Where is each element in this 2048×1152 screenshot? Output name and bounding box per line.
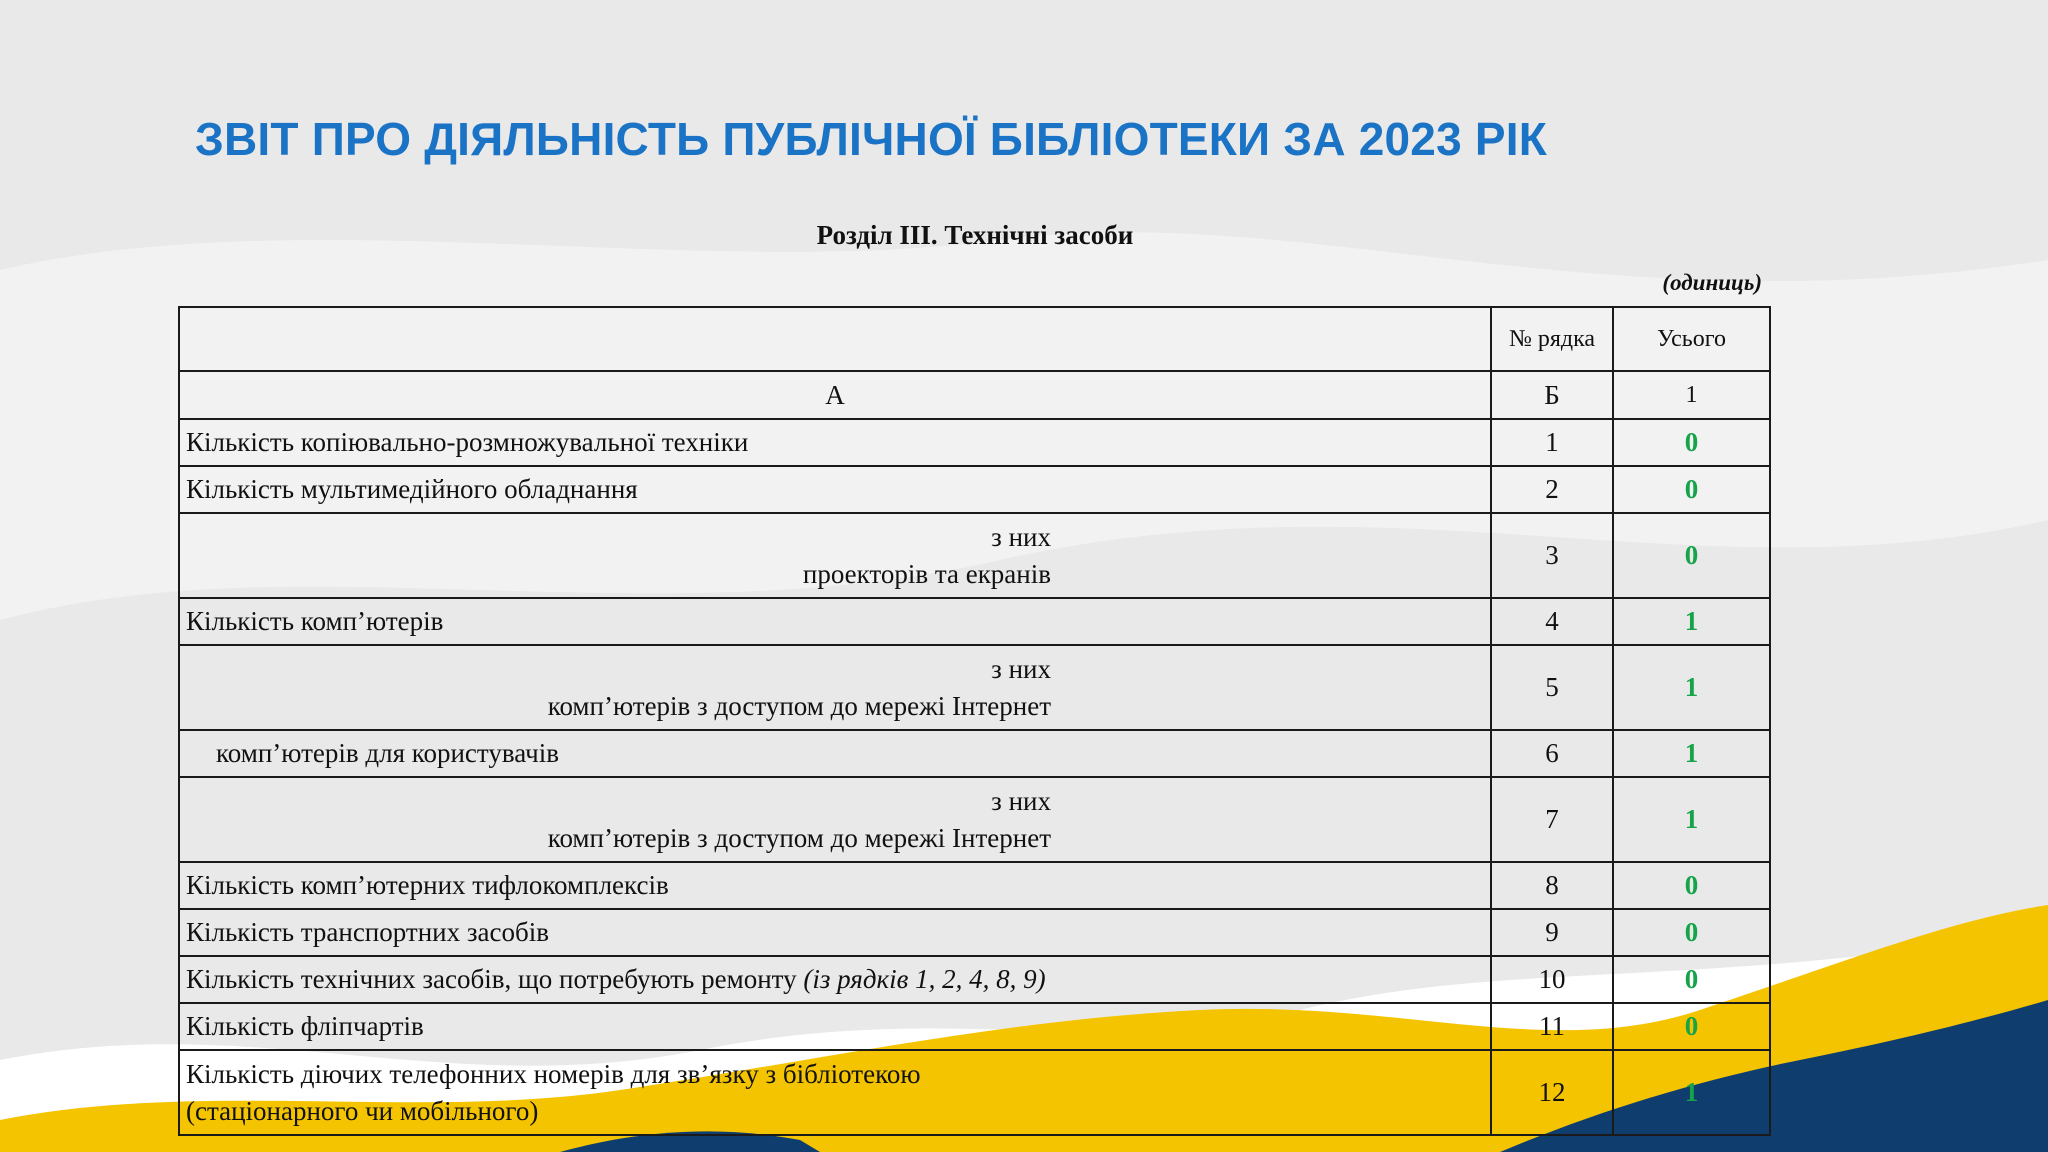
row-number-header: № рядка xyxy=(1491,307,1613,371)
table-row xyxy=(179,419,1770,466)
row-total: 1 xyxy=(1613,598,1770,645)
row-name: Кількість фліпчартів xyxy=(179,1003,1491,1050)
row-number: 11 xyxy=(1491,1003,1613,1050)
row-number: 8 xyxy=(1491,862,1613,909)
row-number: 6 xyxy=(1491,730,1613,777)
row-name xyxy=(179,513,1491,598)
page-title: ЗВІТ ПРО ДІЯЛЬНІСТЬ ПУБЛІЧНОЇ БІБЛІОТЕКИ ЗА 2023 РІК xyxy=(195,113,1547,165)
row-name: Кількість комп’ютерних тифлокомплексів xyxy=(179,862,1491,909)
row-number: 2 xyxy=(1491,466,1613,513)
table-row xyxy=(179,730,1770,777)
row-total: 0 xyxy=(1613,513,1770,598)
name-header xyxy=(179,307,1491,371)
row-name xyxy=(179,1050,1491,1135)
row-number: 12 xyxy=(1491,1050,1613,1135)
row-number: 5 xyxy=(1491,645,1613,730)
row-number: 3 xyxy=(1491,513,1613,598)
row-total: 0 xyxy=(1613,909,1770,956)
row-name xyxy=(179,956,1491,1003)
row-number: 7 xyxy=(1491,777,1613,862)
row-number: 1 xyxy=(1491,419,1613,466)
sub-prefix: з них xyxy=(991,653,1051,684)
table-row xyxy=(179,598,1770,645)
row-name-line2: (стаціонарного чи мобільного) xyxy=(186,1095,539,1126)
row-name-line1: Кількість діючих телефонних номерів для зв’язку з бібліотекою xyxy=(186,1058,921,1089)
table-row xyxy=(179,513,1770,598)
table-header-row xyxy=(179,307,1770,371)
row-name xyxy=(179,645,1491,730)
row-total: 0 xyxy=(1613,862,1770,909)
total-header: Усього xyxy=(1613,307,1770,371)
letter-1: 1 xyxy=(1613,371,1770,419)
row-number: 4 xyxy=(1491,598,1613,645)
row-name: Кількість мультимедійного обладнання xyxy=(179,466,1491,513)
sub-name: комп’ютерів з доступом до мережі Інтернет xyxy=(547,690,1051,721)
sub-prefix: з них xyxy=(991,785,1051,816)
row-name: комп’ютерів для користувачів xyxy=(179,730,1491,777)
sub-name: проекторів та екранів xyxy=(802,558,1051,589)
table-row xyxy=(179,1003,1770,1050)
row-total: 1 xyxy=(1613,645,1770,730)
report-table xyxy=(178,306,1771,1136)
row-name: Кількість транспортних засобів xyxy=(179,909,1491,956)
table-row xyxy=(179,862,1770,909)
row-total: 0 xyxy=(1613,419,1770,466)
row-total: 1 xyxy=(1613,777,1770,862)
table-row xyxy=(179,909,1770,956)
row-total: 0 xyxy=(1613,1003,1770,1050)
table-letters-row xyxy=(179,371,1770,419)
row-total: 0 xyxy=(1613,466,1770,513)
row-number: 10 xyxy=(1491,956,1613,1003)
units-label: (одиниць) xyxy=(1662,270,1762,295)
sub-prefix: з них xyxy=(991,521,1051,552)
section-title: Розділ ІІІ. Технічні засоби xyxy=(816,220,1134,250)
row-name xyxy=(179,777,1491,862)
row-total: 1 xyxy=(1613,730,1770,777)
table-row xyxy=(179,956,1770,1003)
row-name: Кількість комп’ютерів xyxy=(179,598,1491,645)
row-number: 9 xyxy=(1491,909,1613,956)
letter-b: Б xyxy=(1491,371,1613,419)
table-row xyxy=(179,466,1770,513)
letter-a: А xyxy=(179,371,1491,419)
sub-name: комп’ютерів з доступом до мережі Інтернет xyxy=(547,822,1051,853)
row-name-note: (із рядків 1, 2, 4, 8, 9) xyxy=(803,964,1046,994)
row-total: 1 xyxy=(1613,1050,1770,1135)
row-total: 0 xyxy=(1613,956,1770,1003)
row-name-text: Кількість технічних засобів, що потребують ремонту xyxy=(186,964,797,994)
table-row xyxy=(179,645,1770,730)
table-row xyxy=(179,777,1770,862)
table-row xyxy=(179,1050,1770,1135)
row-name: Кількість копіювально-розмножувальної техніки xyxy=(179,419,1491,466)
